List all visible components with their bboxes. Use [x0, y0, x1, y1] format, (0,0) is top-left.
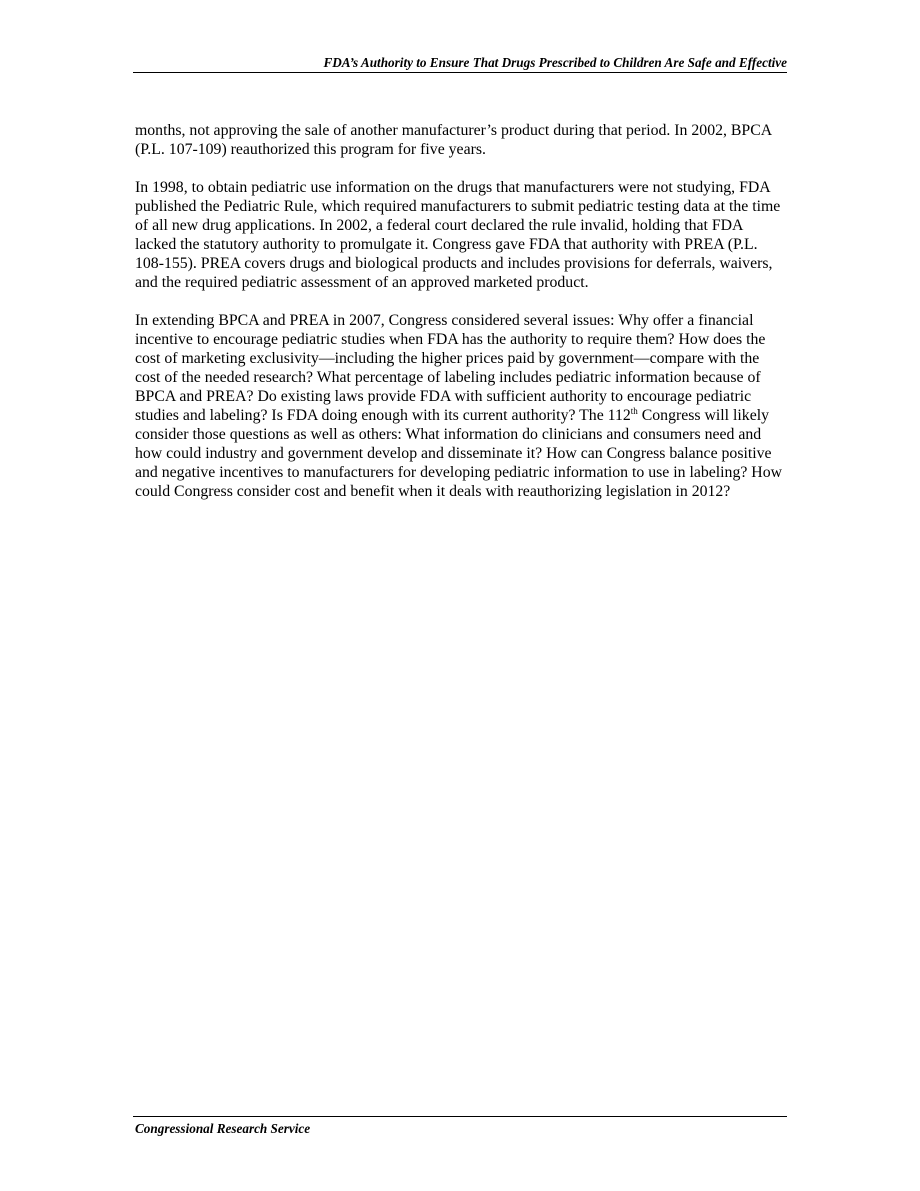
footer-rule: [133, 1116, 787, 1117]
running-header-title: FDA’s Authority to Ensure That Drugs Prescribed to Children Are Safe and Effective: [323, 55, 787, 70]
paragraph-3-text-start: In extending BPCA and PREA in 2007, Congress considered several issues: Why offer a financial incentive to encourage pediatric studies when FDA has the authority to require them? How does the cost of marketing exclusivity—including the higher prices paid by government—compare with the cost of the needed research? What percentage of labeling includes pediatric information because of BPCA and PREA? Do existing laws provide FDA with sufficient authority to encourage pediatric studies and labeling? Is FDA doing enough with its current authority? The 112: [135, 312, 766, 424]
paragraph-3: [135, 311, 787, 501]
header-rule: [133, 72, 787, 73]
ordinal-superscript: th: [630, 406, 638, 416]
paragraph-1: months, not approving the sale of another manufacturer’s product during that period. In 2002, BPCA (P.L. 107-109) reauthorized this program for five years.: [135, 122, 772, 158]
paragraph-3-text-end: Congress will likely consider those questions as well as others: What information do clinicians and consumers need and how could industry and government develop and disseminate it? How can Congress balance positive and negative incentives to manufacturers for developing pediatric information to use in labeling? How could Congress consider cost and benefit when it deals with reauthorizing legislation in 2012?: [135, 407, 783, 500]
running-footer-organization: Congressional Research Service: [135, 1121, 311, 1136]
paragraph-2: In 1998, to obtain pediatric use information on the drugs that manufacturers were not studying, FDA published the Pediatric Rule, which required manufacturers to submit pediatric testing data at the time of all new drug applications. In 2002, a federal court declared the rule invalid, holding that FDA lacked the statutory authority to promulgate it. Congress gave FDA that authority with PREA (P.L. 108-155). PREA covers drugs and biological products and includes provisions for deferrals, waivers, and the required pediatric assessment of an approved marketed product.: [135, 179, 781, 291]
document-body: [135, 121, 787, 520]
